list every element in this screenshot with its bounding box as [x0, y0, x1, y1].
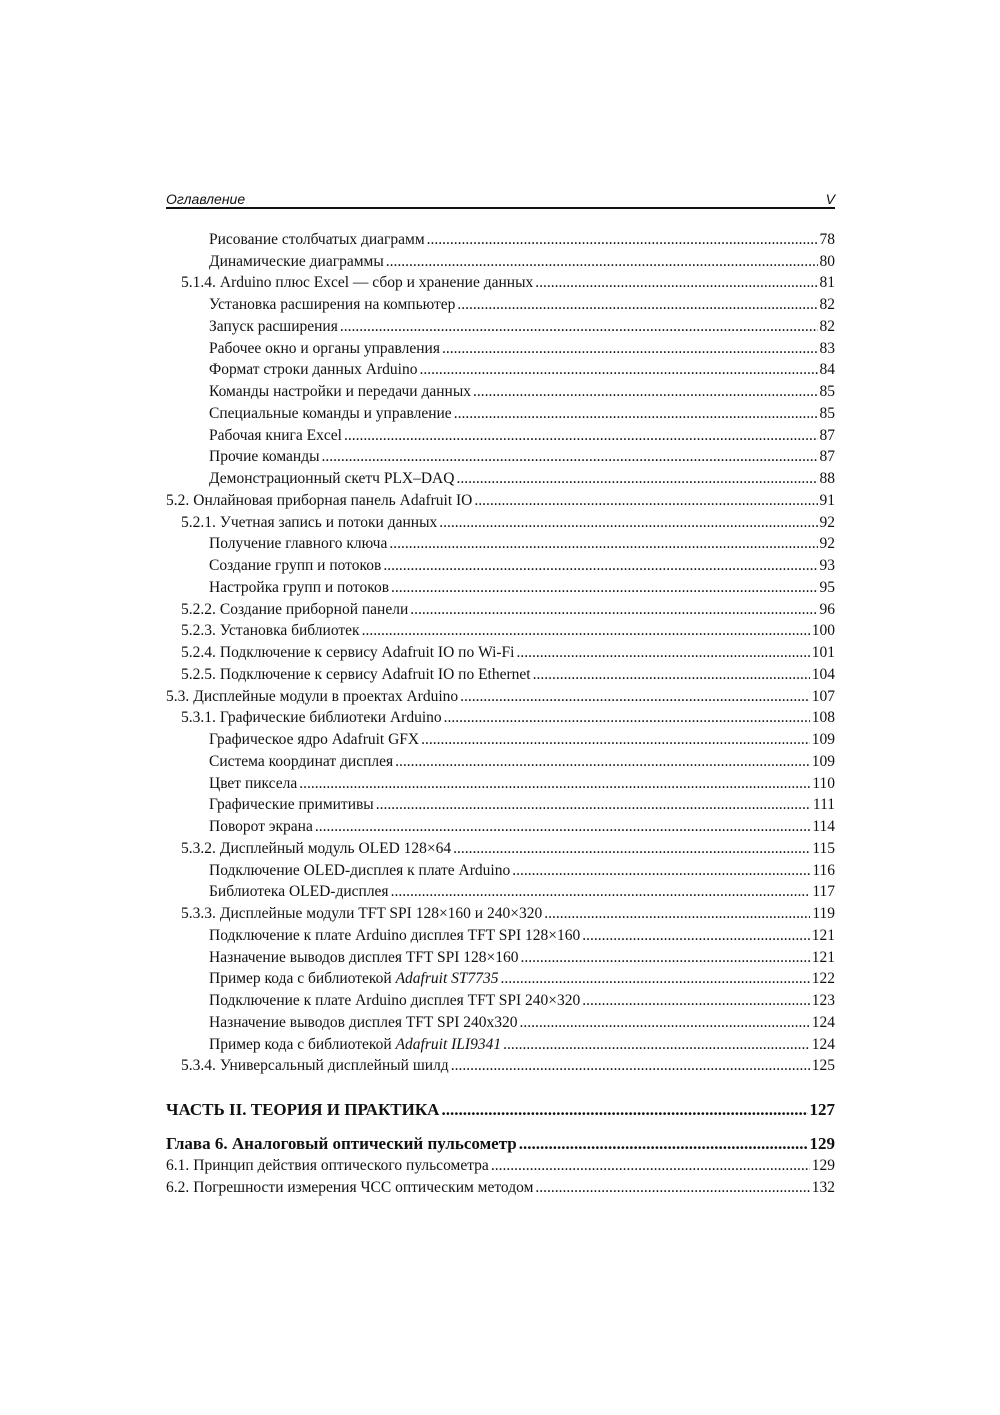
toc-entry[interactable]	[166, 379, 835, 401]
toc-leader-dots	[376, 795, 811, 814]
toc-entry[interactable]	[166, 1175, 835, 1197]
toc-entry-title	[209, 404, 452, 423]
toc-entry-page: 132	[811, 1178, 835, 1196]
header-page-number: V	[825, 191, 835, 207]
toc-entry-title	[209, 1035, 501, 1054]
toc-entry[interactable]	[166, 271, 835, 293]
toc-entry-page: 116	[812, 861, 835, 879]
toc-entry-text: Поворот экрана	[209, 818, 313, 835]
toc-leader-dots	[474, 491, 817, 510]
toc-entry-text: Подключение OLED-дисплея к плате Arduino	[209, 861, 511, 879]
toc-entry-title	[209, 926, 580, 945]
toc-leader-dots	[491, 1156, 810, 1175]
toc-entry[interactable]	[166, 445, 835, 467]
toc-entry[interactable]	[166, 967, 835, 989]
toc-entry-title	[209, 469, 454, 488]
toc-entry-page: 78	[819, 230, 835, 248]
toc-entry-title	[209, 317, 338, 336]
toc-entry-title	[209, 230, 425, 249]
toc-entry-title	[181, 621, 360, 640]
toc-leader-dots	[427, 230, 818, 249]
toc-entry[interactable]	[166, 1010, 835, 1032]
toc-entry-title	[209, 252, 384, 271]
toc-entry-text: Принцип действия оптического пульсометра	[193, 1157, 489, 1174]
toc-entry[interactable]	[166, 1153, 835, 1175]
toc-entry-page: 85	[819, 404, 835, 422]
toc-entry-text: Установка расширения на компьютер	[209, 296, 456, 313]
toc-entry-page: 110	[812, 774, 835, 792]
toc-leader-dots	[344, 426, 818, 445]
toc-entry-number: 5.2.	[166, 491, 190, 509]
toc-entry[interactable]	[166, 945, 835, 967]
toc-entry-page: 123	[811, 992, 835, 1009]
toc-entry-title	[209, 817, 313, 836]
toc-leader-dots	[315, 817, 810, 836]
toc-entry[interactable]	[166, 553, 835, 575]
toc-entry-number: 5.3.3.	[181, 905, 216, 922]
toc-leader-dots	[456, 469, 817, 488]
toc-entry-title	[209, 447, 320, 466]
toc-entry-page: 124	[811, 1013, 835, 1031]
toc-entry-title	[166, 1156, 489, 1175]
toc-entry-page: 82	[819, 317, 835, 335]
toc-entry-text: Погрешности измерения ЧСС оптическим методом	[193, 1178, 534, 1196]
toc-entry[interactable]	[166, 1032, 835, 1054]
toc-entry-italic-text: Adafruit ST7735	[395, 970, 499, 988]
toc-entry-text: Рисование столбчатых диаграмм	[209, 230, 425, 248]
toc-leader-dots	[383, 556, 817, 575]
toc-leader-dots	[582, 991, 809, 1010]
toc-entry-title	[209, 339, 440, 358]
toc-entry[interactable]	[166, 749, 835, 771]
toc-entry-title	[181, 643, 515, 662]
toc-entry-text: Подключение к сервису Adafruit IO по Ethernet	[219, 665, 531, 683]
toc-leader-dots	[419, 360, 817, 379]
toc-entry-page: 91	[819, 491, 835, 509]
table-of-contents	[166, 227, 835, 1197]
toc-entry-title	[209, 556, 381, 575]
toc-leader-dots	[517, 643, 810, 662]
toc-entry-text: Подключение к плате Arduino дисплея TFT SPI 128×160	[209, 926, 581, 944]
toc-leader-dots	[451, 1056, 810, 1075]
toc-entry-text: Формат строки данных Arduino	[209, 361, 418, 379]
toc-entry-title	[166, 687, 458, 706]
toc-entry-title	[209, 969, 499, 988]
toc-entry-text: Графические примитивы	[209, 796, 374, 814]
toc-entry-page: 108	[811, 709, 835, 727]
toc-leader-dots	[340, 317, 818, 336]
toc-leader-dots	[444, 708, 810, 727]
toc-entry-title	[181, 708, 442, 727]
toc-entry[interactable]	[166, 466, 835, 488]
toc-entry-page: 95	[819, 578, 835, 596]
toc-entry[interactable]	[166, 988, 835, 1010]
toc-entry-title	[209, 795, 374, 814]
toc-entry[interactable]	[166, 488, 835, 510]
toc-entry-text: Команды настройки и передачи данных	[209, 383, 471, 400]
toc-entry-text: Рабочее окно и органы управления	[209, 339, 440, 357]
toc-entry[interactable]	[166, 793, 835, 815]
toc-entry[interactable]	[166, 901, 835, 923]
toc-entry[interactable]	[166, 292, 835, 314]
toc-leader-dots	[512, 861, 810, 880]
toc-leader-dots	[410, 600, 817, 619]
toc-entry[interactable]	[166, 423, 835, 445]
toc-part-page: 127	[809, 1100, 835, 1120]
toc-entry[interactable]	[166, 684, 835, 706]
toc-entry-text: Пример кода с библиотекой	[209, 1035, 396, 1053]
toc-entry-number: 5.2.3.	[181, 622, 216, 640]
toc-entry-page: 109	[811, 752, 835, 770]
toc-entry[interactable]	[166, 575, 835, 597]
toc-entry[interactable]	[166, 619, 835, 641]
toc-entry-page: 85	[819, 383, 835, 400]
toc-entry-page: 93	[819, 557, 835, 574]
toc-entry[interactable]	[166, 858, 835, 880]
toc-entry-number: 6.2.	[166, 1178, 190, 1196]
toc-entry-title	[209, 426, 342, 445]
toc-entry-title	[209, 752, 393, 771]
toc-leader-dots	[520, 1013, 810, 1032]
toc-entry-page: 87	[819, 448, 835, 466]
toc-leader-dots	[391, 882, 811, 901]
toc-entry-title	[209, 360, 417, 379]
toc-entry-title	[181, 1056, 449, 1075]
toc-entry-page: 80	[819, 252, 835, 270]
toc-leader-dots	[386, 252, 818, 271]
toc-leader-dots	[501, 969, 810, 988]
toc-main-entries	[166, 227, 835, 1075]
toc-entry-text: Учетная запись и потоки данных	[219, 513, 438, 531]
toc-entry-page: 124	[811, 1035, 835, 1053]
toc-entry-number: 5.3.	[166, 687, 190, 705]
toc-entry-title	[209, 730, 419, 749]
toc-entry-text: Дисплейный модуль OLED 128×64	[219, 839, 452, 857]
toc-entry-text: Система координат дисплея	[209, 752, 394, 770]
toc-entry-page: 84	[819, 361, 835, 379]
toc-entry-text: Запуск расширения	[209, 317, 338, 335]
toc-entry-title	[209, 382, 471, 401]
toc-leader-dots	[533, 665, 810, 684]
toc-entry[interactable]	[166, 358, 835, 380]
toc-entry-italic-text: Adafruit ILI9341	[395, 1035, 502, 1053]
toc-entry-page: 129	[811, 1157, 835, 1174]
toc-entry[interactable]	[166, 771, 835, 793]
toc-entry[interactable]	[166, 727, 835, 749]
toc-entry-text: Создание групп и потоков	[209, 557, 382, 574]
toc-leader-dots	[544, 904, 810, 923]
toc-entry-text: Настройка групп и потоков	[209, 578, 390, 596]
header-section-title: Оглавление	[166, 191, 246, 207]
toc-entry-text: Дисплейные модули в проектах Arduino	[193, 687, 459, 705]
toc-entry-page: 87	[819, 426, 835, 444]
toc-entry[interactable]	[166, 227, 835, 249]
toc-entry[interactable]	[166, 814, 835, 836]
toc-entry[interactable]	[166, 532, 835, 554]
toc-entry-page: 117	[812, 883, 835, 901]
toc-entry-page: 121	[811, 926, 835, 944]
toc-entry[interactable]	[166, 314, 835, 336]
toc-entry-text: Назначение выводов дисплея TFT SPI 240x320	[209, 1013, 518, 1031]
toc-entry-text: Специальные команды и управление	[209, 404, 452, 422]
header-rule	[166, 207, 835, 209]
toc-entry-title	[209, 578, 389, 597]
toc-leader-dots	[441, 1100, 807, 1119]
toc-entry-text: Установка библиотек	[219, 622, 360, 640]
toc-entry-page: 104	[811, 665, 835, 683]
toc-entry-page: 114	[812, 818, 835, 835]
toc-leader-dots	[460, 687, 810, 706]
toc-entry-number: 5.3.4.	[181, 1057, 216, 1075]
toc-part-title: ЧАСТЬ II. ТЕОРИЯ И ПРАКТИКА	[166, 1100, 440, 1120]
toc-chapter-title: Глава 6. Аналоговый оптический пульсометр	[166, 1134, 517, 1154]
toc-leader-dots	[535, 1178, 809, 1197]
toc-entry-title	[209, 948, 519, 967]
toc-entry-page: 96	[819, 600, 835, 618]
toc-chapter-entry[interactable]	[166, 1129, 835, 1153]
toc-leader-dots	[389, 534, 817, 553]
toc-entry[interactable]	[166, 597, 835, 619]
toc-leader-dots	[442, 339, 818, 358]
toc-entry-page: 115	[812, 839, 835, 857]
toc-entry-text: Библиотека OLED-дисплея	[209, 883, 389, 901]
toc-leader-dots	[395, 752, 810, 771]
toc-entry-number: 5.1.4.	[181, 274, 216, 292]
toc-entry[interactable]	[166, 401, 835, 423]
toc-leader-dots	[582, 926, 809, 945]
toc-leader-dots	[322, 447, 818, 466]
toc-entry-text: Подключение к плате Arduino дисплея TFT SPI 240×320	[209, 992, 581, 1009]
toc-entry-title	[181, 600, 408, 619]
toc-entry-title	[209, 774, 297, 793]
toc-entry-title	[209, 534, 387, 553]
toc-part-entry[interactable]	[166, 1091, 835, 1119]
toc-leader-dots	[362, 621, 810, 640]
toc-entry[interactable]	[166, 640, 835, 662]
toc-entry-text: Универсальный дисплейный шилд	[219, 1057, 449, 1075]
toc-leader-dots	[473, 382, 818, 401]
toc-entry-page: 83	[819, 339, 835, 357]
toc-entry-text: Цвет пиксела	[209, 774, 298, 792]
toc-entry-title	[181, 513, 437, 532]
toc-entry-title	[181, 665, 531, 684]
toc-leader-dots	[535, 273, 817, 292]
toc-entry-page: 92	[819, 513, 835, 531]
toc-entry-text: Прочие команды	[209, 448, 320, 466]
toc-entry-title	[209, 295, 455, 314]
toc-entry-title	[209, 1013, 518, 1032]
toc-entry-page: 121	[811, 948, 835, 966]
toc-entry-number: 5.2.2.	[181, 600, 216, 618]
toc-entry[interactable]	[166, 336, 835, 358]
toc-entry-number: 6.1.	[166, 1157, 190, 1174]
toc-entry-page: 101	[811, 644, 835, 661]
toc-entry-text: Arduino плюс Excel — сбор и хранение данных	[219, 274, 534, 292]
toc-entry[interactable]	[166, 662, 835, 684]
toc-leader-dots	[299, 774, 810, 793]
toc-entry-text: Графическое ядро Adafruit GFX	[209, 731, 420, 748]
toc-entry-page: 107	[811, 687, 835, 705]
toc-leader-dots	[503, 1035, 810, 1054]
toc-entry-page: 88	[819, 470, 835, 487]
toc-entry-text: Графические библиотеки Arduino	[219, 709, 442, 727]
toc-leader-dots	[421, 730, 810, 749]
toc-entry-title	[166, 1178, 533, 1197]
toc-entry-title	[209, 991, 580, 1010]
toc-entry[interactable]	[166, 706, 835, 728]
toc-entry-page: 92	[819, 535, 835, 553]
toc-entry-text: Рабочая книга Excel	[209, 426, 342, 444]
toc-entry[interactable]	[166, 880, 835, 902]
toc-leader-dots	[439, 513, 817, 532]
running-header	[166, 187, 835, 207]
toc-leader-dots	[519, 1134, 808, 1153]
toc-entry-text: Дисплейные модули TFT SPI 128×160 и 240×320	[219, 905, 543, 922]
toc-chapter-page: 129	[809, 1134, 835, 1154]
toc-leader-dots	[391, 578, 817, 597]
toc-entry-page: 82	[819, 296, 835, 313]
toc-entry-title	[181, 904, 542, 923]
toc-entry[interactable]	[166, 510, 835, 532]
toc-entry[interactable]	[166, 1054, 835, 1076]
toc-entry-number: 5.2.4.	[181, 644, 216, 661]
toc-entry-text: Назначение выводов дисплея TFT SPI 128×160	[209, 948, 519, 966]
toc-entry-page: 122	[811, 970, 835, 988]
toc-entry-title	[166, 491, 472, 510]
toc-entry-text: Демонстрационный скетч PLX–DAQ	[209, 470, 455, 487]
toc-entry-title	[181, 839, 451, 858]
toc-entry-page: 125	[811, 1057, 835, 1075]
toc-entry-page: 100	[811, 622, 835, 640]
toc-entry-text: Онлайновая приборная панель Adafruit IO	[193, 491, 473, 509]
toc-entry-title	[209, 882, 389, 901]
toc-entry-number: 5.3.1.	[181, 709, 216, 727]
toc-entry-number: 5.2.1.	[181, 513, 216, 531]
toc-entry-number: 5.2.5.	[181, 665, 216, 683]
toc-entry-text: Динамические диаграммы	[209, 252, 384, 270]
toc-entry-text: Получение главного ключа	[209, 535, 388, 553]
toc-entry-page: 119	[812, 905, 835, 922]
toc-leader-dots	[453, 839, 810, 858]
toc-entry[interactable]	[166, 836, 835, 858]
toc-chapter-items	[166, 1153, 835, 1197]
toc-entry[interactable]	[166, 249, 835, 271]
toc-leader-dots	[457, 295, 817, 314]
toc-leader-dots	[521, 948, 810, 967]
toc-entry-page: 109	[811, 731, 835, 748]
toc-entry-text: Подключение к сервису Adafruit IO по Wi-Fi	[219, 644, 515, 661]
toc-entry-text: Пример кода с библиотекой	[209, 970, 396, 988]
toc-entry-text: Создание приборной панели	[219, 600, 409, 618]
toc-entry-title	[209, 861, 510, 880]
toc-entry-title	[181, 273, 533, 292]
toc-entry-number: 5.3.2.	[181, 839, 216, 857]
toc-entry[interactable]	[166, 923, 835, 945]
toc-entry-page: 111	[812, 796, 835, 814]
toc-entry-page: 81	[819, 274, 835, 292]
toc-leader-dots	[454, 404, 818, 423]
